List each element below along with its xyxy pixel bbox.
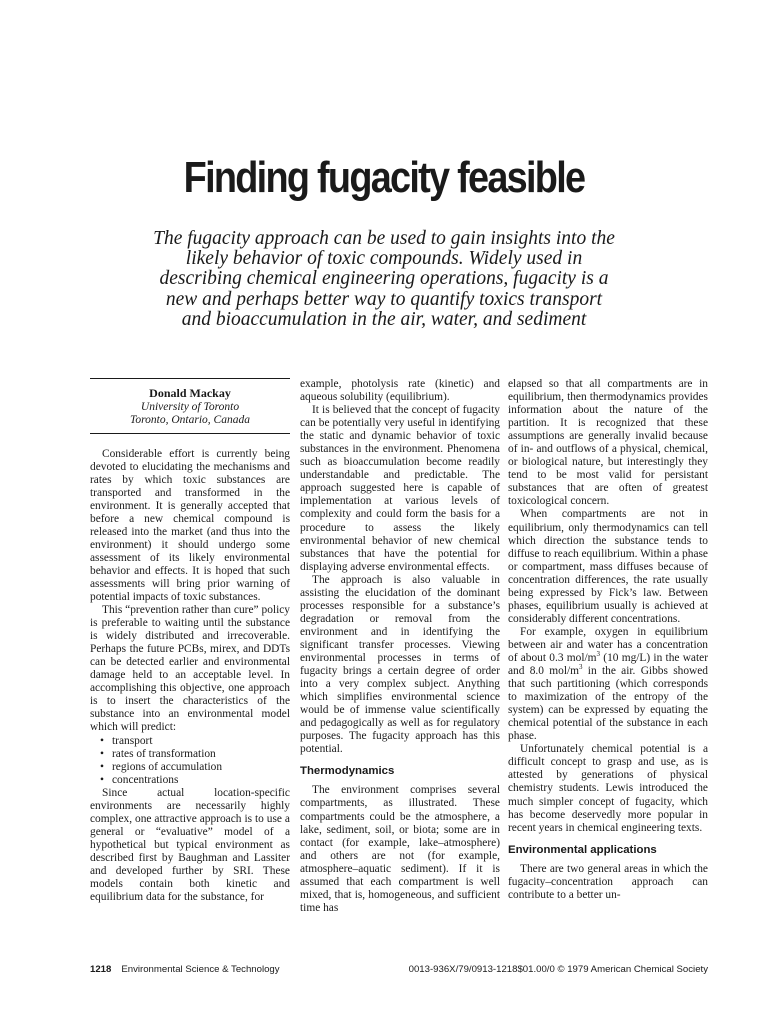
paragraph: Considerable effort is currently being devoted to elucidating the mechanisms and rates by which toxic substances are transported and transformed in the environment. It is generally accepted that before a new chemical compound is released into the market (and thus into the environment) it should undergo some assessment of its likely environmental behavior and effects. It is hoped that such assessments will bring prior warning of potential impacts of toxic substances. (90, 447, 290, 604)
author-location: Toronto, Ontario, Canada (130, 414, 250, 426)
page-number: 1218 (90, 964, 112, 975)
paragraph: elapsed so that all compartments are in equilibrium, then thermodynamics provides information about the nature of the partition. It is recognized that these assumptions are generally invalid because of in- and outflows of a physical, chemical, or biological nature, but interestingly they tend to be most valid for persistant substances that are often of greatest toxicological concern. (508, 378, 708, 508)
paragraph: There are two general areas in which the fugacity–concentration approach can contribute to a better un- (508, 862, 708, 901)
list-item: • concentrations (100, 774, 290, 787)
section-heading-thermodynamics: Thermodynamics (300, 765, 395, 778)
paragraph: example, photolysis rate (kinetic) and aqueous solubility (equilibrium). (300, 378, 500, 404)
paragraph: This “prevention rather than cure” policy is preferable to waiting until the substance is widely distributed and irrecoverable. Perhaps the future PCBs, mirex, and DDTs can be detected earlier and environmental damage held to an acceptable level. In accomplishing this objective, one approach is to insert the characteristics of the substance into an environmental model which will predict: (90, 604, 290, 734)
paragraph: The approach is also valuable in assisting the elucidation of the dominant processes responsible for a substance’s degradation or removal from the environment and in identifying the significant transfer processes. Viewing environmental processes in terms of fugacity brings a certain degree of order into a very complex subject. Anything which simplifies environmental science would be of immense value scientifically and pedagogically as well as for regulatory purposes. The fugacity approach has this potential. (300, 573, 500, 756)
superscript: 3 (579, 663, 583, 672)
paragraph: When compartments are not in equilibrium, only thermodynamics can tell which direction the substance tends to diffuse to reach equilibrium. Within a phase or compartment, mass diffuses because of concentration differences, the rate usually being expressed by Fick’s law. Between phases, equilibrium usually is achieved at considerably different concentrations. (508, 508, 708, 625)
byline (90, 378, 290, 434)
author-name: Donald Mackay (149, 386, 231, 400)
text-run: For example, oxygen in equilibrium between air and water has a concentration of about 0.3 mol/m (508, 625, 708, 664)
article-title: Finding fugacity feasible (183, 153, 585, 202)
section-heading-environmental-applications: Environmental applications (508, 843, 657, 856)
paragraph: It is believed that the concept of fugacity can be potentially very useful in identifying the static and dynamic behavior of toxic substances in the environment. Phenomena such as bioaccumulation become readily understandable and predictable. The approach suggested here is capable of implementation at various levels of complexity and could form the basis for a procedure to assess the likely environmental behavior of new chemical substances that have the potential for displaying adverse environmental effects. (300, 404, 500, 573)
article-deck: The fugacity approach can be used to gain insights into the likely behavior of toxic compounds. Widely used in describing chemical engineering operations, fugacity is a new and perhaps better way to quantify toxics transport and bioaccumulation in the air, water, and sediment (153, 228, 615, 330)
paragraph: Since actual location-specific environments are necessarily highly complex, one attractive approach is to use a general or “evaluative” model of a hypothetical but typical environment as described first by Baughman and Lassiter and developed further by SRI. These models contain both kinetic and equilibrium data for the substance, for (90, 786, 290, 904)
journal-name: Environmental Science & Technology (121, 964, 280, 975)
author-institution: University of Toronto (140, 400, 240, 413)
citation: 0013-936X/79/0913-1218$01.00/0 © 1979 American Chemical Society (408, 964, 708, 975)
column-2 (300, 378, 500, 915)
page-footer (90, 964, 708, 978)
paragraph (508, 626, 708, 743)
paragraph: The environment comprises several compartments, as illustrated. These compartments could be the atmosphere, a lake, sediment, soil, or biota; some are in contact (for example, lake–atmosphere) and others are not (for example, atmosphere–aquatic sediment). If it is assumed that each compartment is well mixed, that is, homogeneous, and sufficient time has (300, 784, 500, 914)
prediction-list (90, 735, 290, 787)
list-item: • rates of transformation (100, 748, 290, 761)
paragraph: Unfortunately chemical potential is a difficult concept to grasp and use, as is attested by generations of physical chemistry students. Lewis introduced the much simpler concept of fugacity, which has become deservedly more popular in recent years in chemical engineering texts. (508, 743, 708, 834)
superscript: 3 (596, 650, 601, 659)
list-item: • transport (100, 735, 290, 748)
column-1 (90, 378, 290, 904)
footer-left (90, 964, 280, 975)
text-run: in the air. Gibbs showed that such partitioning (which corresponds to maximization of the entropy of the system) can be expressed by equating the chemical potential of the substance in each phase. (508, 665, 708, 743)
column-3 (508, 378, 708, 902)
text-run: (10 mg/L) in the water and 8.0 mol/m (508, 651, 708, 678)
list-item: • regions of accumulation (100, 761, 290, 774)
